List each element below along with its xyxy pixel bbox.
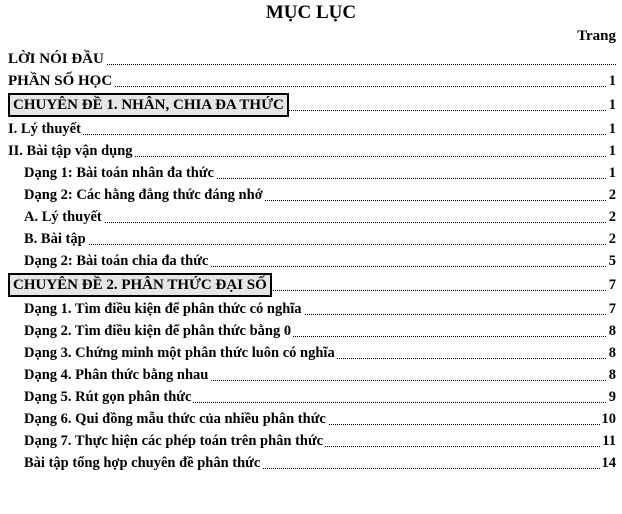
toc-entry bbox=[8, 430, 616, 452]
toc-entry-preface bbox=[8, 48, 616, 70]
toc-entry bbox=[8, 408, 616, 430]
toc-entry-page: 1 bbox=[607, 92, 616, 118]
toc-entry bbox=[8, 250, 616, 272]
toc-entry-label: Dạng 2: Các hằng đẳng thức đáng nhớ bbox=[24, 184, 265, 206]
toc-entry bbox=[8, 452, 616, 474]
toc-title: MỤC LỤC bbox=[265, 2, 357, 23]
toc-entry-page: 8 bbox=[607, 320, 616, 342]
toc-entry bbox=[8, 206, 616, 228]
toc-entry-label: Dạng 6. Qui đồng mẫu thức của nhiều phân thức bbox=[24, 408, 328, 430]
toc-entry-label: Dạng 7. Thực hiện các phép toán trên phân thức bbox=[24, 430, 325, 452]
toc-entry-page: 8 bbox=[607, 342, 616, 364]
toc-entry-page: 7 bbox=[607, 272, 616, 298]
toc-entry-label: I. Lý thuyết bbox=[8, 118, 83, 140]
toc-entry-label: LỜI NÓI ĐẦU bbox=[8, 48, 106, 70]
page-column-header: Trang bbox=[577, 28, 616, 44]
toc-entry bbox=[8, 386, 616, 408]
toc-entry-label: Dạng 1: Bài toán nhân đa thức bbox=[24, 162, 216, 184]
toc-entry-page: 2 bbox=[607, 184, 616, 206]
toc-entry-label: Dạng 4. Phân thức bằng nhau bbox=[24, 364, 210, 386]
toc-chapter-label: CHUYÊN ĐỀ 2. PHÂN THỨC ĐẠI SỐ bbox=[8, 273, 272, 297]
toc-entry-label: B. Bài tập bbox=[24, 228, 88, 250]
toc-chapter-label: CHUYÊN ĐỀ 1. NHÂN, CHIA ĐA THỨC bbox=[8, 93, 289, 117]
toc-entry-page: 14 bbox=[600, 452, 617, 474]
toc-entry-label: PHẦN SỐ HỌC bbox=[8, 70, 114, 92]
toc-entry-chapter-1 bbox=[8, 92, 616, 118]
toc-entry bbox=[8, 364, 616, 386]
toc-entry-label: Bài tập tổng hợp chuyên đề phân thức bbox=[24, 452, 262, 474]
toc-entry-label: A. Lý thuyết bbox=[24, 206, 104, 228]
toc-entry-page: 7 bbox=[607, 298, 616, 320]
toc-entry bbox=[8, 320, 616, 342]
dot-leader bbox=[24, 222, 616, 223]
toc-entry-label: Dạng 2: Bài toán chia đa thức bbox=[24, 250, 210, 272]
toc-entry bbox=[8, 342, 616, 364]
toc-entry-page: 1 bbox=[607, 162, 616, 184]
toc-entry-chapter-2 bbox=[8, 272, 616, 298]
toc-entry-label: Dạng 2. Tìm điều kiện để phân thức bằng 0 bbox=[24, 320, 293, 342]
toc-entry-label: Dạng 3. Chứng minh một phân thức luôn có nghĩa bbox=[24, 342, 337, 364]
toc-entry-page: 8 bbox=[607, 364, 616, 386]
toc-entry bbox=[8, 184, 616, 206]
toc-entry-label: Dạng 1. Tìm điều kiện để phân thức có nghĩa bbox=[24, 298, 304, 320]
toc-entry-page: 1 bbox=[607, 140, 616, 162]
toc-entry-page: 9 bbox=[607, 386, 616, 408]
dot-leader bbox=[8, 134, 616, 135]
toc-entry-page: 5 bbox=[607, 250, 616, 272]
toc-entry bbox=[8, 298, 616, 320]
toc-entry-label: Dạng 5. Rút gọn phân thức bbox=[24, 386, 193, 408]
toc-entry-page: 2 bbox=[607, 206, 616, 228]
toc-entry-page: 10 bbox=[600, 408, 617, 430]
toc-entry-page: 1 bbox=[607, 70, 616, 92]
toc-entry-page: 2 bbox=[607, 228, 616, 250]
table-of-contents bbox=[8, 48, 616, 474]
toc-entry bbox=[8, 118, 616, 140]
toc-entry-arithmetic-part bbox=[8, 70, 616, 92]
toc-entry-page: 1 bbox=[607, 118, 616, 140]
dot-leader bbox=[24, 244, 616, 245]
toc-entry bbox=[8, 140, 616, 162]
toc-entry bbox=[8, 162, 616, 184]
toc-entry-page: 11 bbox=[600, 430, 616, 452]
toc-entry bbox=[8, 228, 616, 250]
toc-entry-label: II. Bài tập vận dụng bbox=[8, 140, 135, 162]
